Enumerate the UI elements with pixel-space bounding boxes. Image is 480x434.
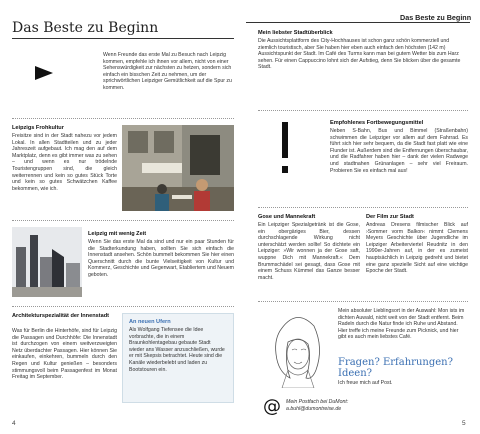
- at-icon: [262, 396, 282, 421]
- event-heading: Empfohlenes Fortbewegungsmittel: [330, 120, 424, 126]
- gose-heading: Gose und Mannekraft: [258, 214, 316, 220]
- divider: [258, 301, 468, 302]
- fragen-title: Fragen? Erfahrungen? Ideen?: [338, 357, 453, 379]
- divider: [12, 118, 234, 119]
- box-text: Als Wolfgang Tiefensee die Idee vorbrachte, die in einem Braunkohlentagebau gebaute Stadt wieder ans Wasser anzuschließen, wurde er mit Skepsis betrachtet. Heute sind die Kanäle wiederbelebt und laden zu Bootstouren ein.: [129, 327, 225, 373]
- arch-text: Was für Berlin die Hinterhöfe, sind für Leipzig die Passagen und Durchhöfe: Die Innenstadt ist durchzogen von einem weitverzweigten Netz überdachter Passagen. Hier können Sie einkaufen, einkehren, bummeln durch den Regen und Kultur genießen – besonders stimmungsvoll beim Passagenfest im Monat Freitag im September.: [12, 328, 117, 381]
- kultur-heading: Leipzigs Frohkultur: [12, 125, 64, 131]
- cafe-photo: [122, 125, 234, 211]
- header-rule: [246, 22, 470, 23]
- event-text: Neben S-Bahn, Bus und Bimmel (Straßenbahn) schwimmen die Leipziger vor allem auf dem Fahrrad. Es führt sich hier sehr bequem, da die Stadt fast platt wie eine Flunder ist. Außerdem sind die Entfernungen überschaubar, und die Radfahrer haben hier – dank der vielen Radwege und stadtnahen Grünanlagen – sehr viel Freiraum. Probieren Sie es einfach mal aus!: [330, 128, 468, 174]
- arch-heading: Architekturspezialität der Innenstadt: [12, 313, 109, 319]
- author-text: Mein absoluter Lieblingsort in der Auswahl: Mon ists im dichten Auwald, nicht weit von der Stadt entfernt. Beim Radeln durch die Natur finde ich Ruhe und Abstand. Hier treffe ich meine Freunde zum Picknick, und hier gibt es auch mein liebstes Café.: [338, 308, 465, 341]
- zeit-text: Wenn Sie das erste Mal da sind und nur ein paar Stunden für die Stadterkundung haben, sollten Sie sich einfach die Innenstadt ansehen. Schön bummelt bekommen Sie hier einen Querschnitt durch die bunte Vielseitigkeit von Kultur und Kommerz, Geschichte und Gegenwart, Etabliertem und Neuem geboten.: [88, 239, 234, 278]
- running-header: Das Beste zu Beginn: [400, 13, 472, 22]
- skyline-photo: [12, 227, 82, 297]
- intro-text: Wenn Freunde das erste Mal zu Besuch nach Leipzig kommen, empfehle ich ihnen vor allem, nicht von einer Sehenswürdigkeit zur nächsten zu hetzen, sondern sich einfach ein bisschen Zeit zu nehmen, um der sprichwörtlichen Leipziger Gemütlichkeit auf die Spur zu kommen.: [103, 52, 232, 91]
- title-rule: [12, 38, 234, 39]
- contact-email[interactable]: a.buhl@dumontreise.de: [286, 406, 342, 412]
- svg-text:@: @: [263, 396, 281, 416]
- divider: [12, 220, 234, 221]
- gose-text: Ein Leipziger Spezialgetränk ist die Gose, ein obergäriges Bier, dessen durchschlagende Wirkung nicht unterschätzt werden sollte! So dichtete ein Leipziger: »Wir wonnen ja der Gose saft, wuppne Dich mit Mannekraft.« Dem Brummschädel sei gesagt, dass Gose mit einem Schuss Kümmel das Ganze besser macht.: [258, 222, 360, 281]
- divider: [258, 110, 468, 111]
- play-arrow-icon: [35, 66, 53, 85]
- film-heading: Der Film zur Stadt: [366, 214, 414, 220]
- divider: [258, 207, 468, 208]
- zeit-heading: Leipzig mit wenig Zeit: [88, 231, 147, 237]
- film-text: Andreas Dresens filmischer Blick auf ›Sommer vorm Balkon‹ nimmt Clemens Meyers Geschichte über Jugendliche im Leipziger Arbeiterviertel Reudnitz in den 1990er-Jahren auf, in der es zumeist hauptsächlich in Leipzig gedreht und bietet eine ganz spezielle Sicht auf eine wichtige Epoche der Stadt.: [366, 222, 468, 275]
- info-box: [122, 313, 234, 403]
- page-number-right: 5: [462, 420, 466, 427]
- fragen-sub: Ich freue mich auf Post.: [338, 380, 393, 386]
- kultur-text: Freisitze sind in der Stadt nahezu vor jedem Lokal. In allen Stadtteilen und zu jeder Jahreszeit aufgebaut. Ich mag den auf dem Marktplatz, denn es gibt immer was zu sehen – und wenn es nur trödelnde Touristengruppen sind, die gleich weiterrennen und kein so gutes Stück Torte und kein so gutes Schwätzchen Kaffee bekommen, wie ich.: [12, 133, 117, 192]
- blick-heading: Mein liebster Stadtüberblick: [258, 30, 333, 36]
- contact-line-1: Mein Postfach bei DuMont:: [286, 399, 349, 405]
- page-title: Das Beste zu Beginn: [12, 20, 159, 36]
- author-portrait: [262, 308, 332, 388]
- divider: [12, 306, 234, 307]
- page-number-left: 4: [12, 420, 16, 427]
- blick-text: Die Aussichtsplattform des City-Hochhauses ist schon ganz schön kommerziell und ziemlich touristisch, aber Sie haben hier eben auch einfach den höchsten (142 m) Aussichtspunkt der Stadt. Im Café des Turms kann man bei gutem Wetter bis zum Harz sehen. Für einen Cappuccino lohnt sich der Aufstieg, denn Sie blicken über die gesamte Stadt.: [258, 38, 461, 71]
- box-heading: An neuen Ufern: [129, 319, 171, 325]
- exclamation-icon: [279, 122, 291, 181]
